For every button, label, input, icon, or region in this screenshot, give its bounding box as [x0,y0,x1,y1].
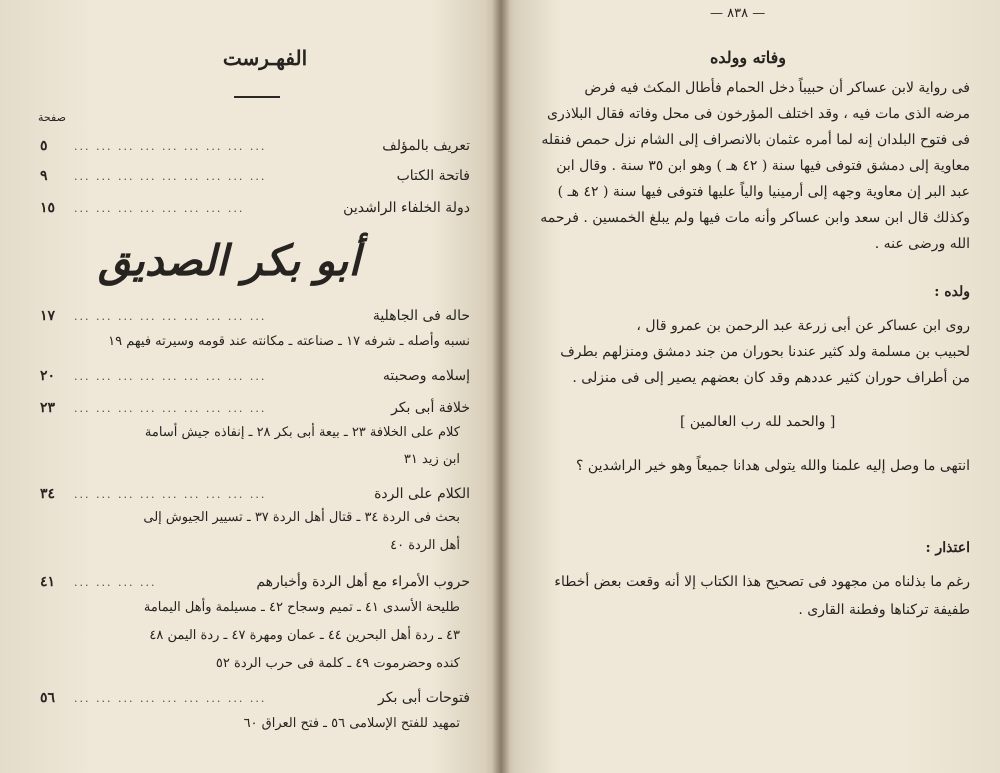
closing-bracket-line: [ والحمد لله رب العالمين ] [680,414,836,430]
paragraph-line: مرضه الذى مات فيه ، وقد اختلف المؤرخون فى محل وفاته فقال البلاذرى [547,106,970,122]
index-entry: حاله فى الجاهلية ... ... ... ... ... ... ... ... ... ١٧ [40,308,470,324]
book-gutter [492,0,510,773]
index-entry: تعريف بالمؤلف ... ... ... ... ... ... ... ... ... ٥ [40,138,470,154]
title-underline [234,96,280,98]
index-subentry: أهل الردة ٤٠ [390,538,460,553]
index-title: الفهـرست [222,46,308,70]
heading-children: ولده : [934,284,970,300]
paragraph-line: وكذلك قال ابن سعد وابن عساكر وأنه مات فيها ولم يبلغ الخمسين . فرحمه [540,210,970,226]
paragraph-line: معاوية إلى دمشق فتوفى فيها سنة ( ٤٢ هـ ) وهو ابن ٣٥ سنة . وقال ابن [556,158,970,174]
index-subentry: كلام على الخلافة ٢٣ ـ بيعة أبى بكر ٢٨ ـ إنفاذه جيش أسامة [144,425,460,440]
section-name-calligraphy: أبو بكر الصديق [97,236,360,285]
closing-line: انتهى ما وصل إليه علمنا والله يتولى هدانا جميعاً وهو خير الراشدين ؟ [576,458,970,474]
index-subentry: ابن زيد ٣١ [403,452,460,467]
page-column-header: صفحة [38,111,66,124]
paragraph-line: فى رواية لابن عساكر أن حبيباً دخل الحمام فأطال المكث فيه فرض [584,80,970,96]
heading-apology: اعتذار : [925,540,970,556]
index-entry: خلافة أبى بكر ... ... ... ... ... ... ... ... ... ٢٣ [40,400,470,416]
index-subentry: تمهيد للفتح الإسلامى ٥٦ ـ فتح العراق ٦٠ [243,716,460,731]
paragraph-line: روى ابن عساكر عن أبى زرعة عبد الرحمن بن عمرو قال ، [636,318,970,334]
index-subentry: بحث فى الردة ٣٤ ـ قتال أهل الردة ٣٧ ـ تسيير الجيوش إلى [143,510,460,525]
index-entry: إسلامه وصحبته ... ... ... ... ... ... ... ... ... ٢٠ [40,368,470,384]
paragraph-line: الله ورضى عنه . [874,236,970,252]
index-subentry: نسبه وأصله ـ شرفه ١٧ ـ صناعته ـ مكانته عند قومه وسيرته فيهم ١٩ [108,334,470,349]
text-page [500,0,1000,773]
index-entry: الكلام على الردة ... ... ... ... ... ... ... ... ... ٣٤ [40,486,470,502]
index-entry: دولة الخلفاء الراشدين ... ... ... ... ... ... ... ... ١٥ [40,200,470,216]
paragraph-line: فى فتوح البلدان إنه لما أمره عثمان بالانصراف إلى الشام نزل حمص فنقله [541,132,970,148]
index-entry: فاتحة الكتاب ... ... ... ... ... ... ... ... ... ٩ [40,168,470,184]
paragraph-line: من أطراف حوران كثير عددهم وقد كان بعضهم يصير إلى فى منزلى . [572,370,970,386]
index-subentry: طليحة الأسدى ٤١ ـ تميم وسجاح ٤٢ ـ مسيلمة وأهل اليمامة [143,600,460,615]
page-number: — ٨٣٨ — [710,6,766,21]
heading-death: وفاته وولده [710,48,786,67]
index-entry: حروب الأمراء مع أهل الردة وأخبارهم ... ... ... ... ٤١ [40,574,470,590]
index-subentry: كنده وحضرموت ٤٩ ـ كلمة فى حرب الردة ٥٢ [215,656,460,671]
paragraph-line: طفيفة تركناها وفطنة القارى . [798,602,970,618]
paragraph-line: رغم ما بذلناه من مجهود فى تصحيح هذا الكتاب إلا أنه وقعت بعض أخطاء [554,574,970,590]
paragraph-line: عبد البر إن معاوية وجهه إلى أرمينيا والياً عليها فتوفى فيها سنة ( ٤٢ هـ ) [557,184,970,200]
index-subentry: ٤٣ ـ ردة أهل البحرين ٤٤ ـ عمان ومهرة ٤٧ ـ ردة اليمن ٤٨ [149,628,460,643]
paragraph-line: لحبيب بن مسلمة ولد كثير عندنا بحوران من جند دمشق ومنزلهم بطرف [560,344,970,360]
index-entry: فتوحات أبى بكر ... ... ... ... ... ... ... ... ... ٥٦ [40,690,470,706]
